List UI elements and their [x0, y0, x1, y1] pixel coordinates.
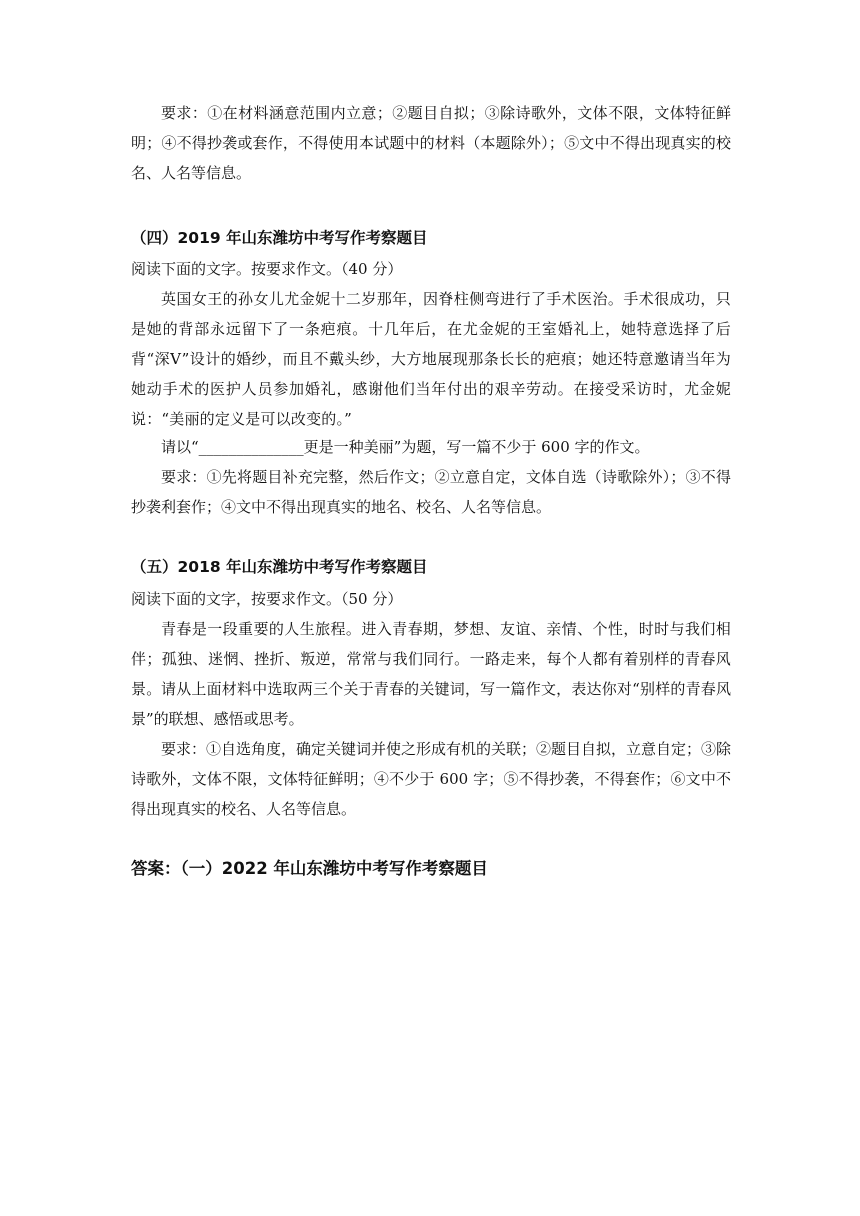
section5-prompt: 请从上面材料中选取两三个关于青春的关键词，写一篇作文，表达你对“别样的青春风景”的联想、感悟或思考。 [131, 680, 731, 728]
section4-heading: （四）2019 年山东潍坊中考写作考察题目 [131, 229, 428, 247]
section3-requirement: 要求：①在材料涵意范围内立意；②题目自拟；③除诗歌外，文体不限，文体特征鲜明；④不得抄袭或套作，不得使用本试题中的材料（本题除外）；⑤文中不得出现真实的校名、人名等信息。 [131, 104, 731, 182]
section4-prompt: 请以“______________更是一种美丽”为题，写一篇不少于 600 字的作文。 [161, 438, 650, 456]
section5-instruction: 阅读下面的文字，按要求作文。（50 分） [131, 590, 403, 608]
section4-requirement: 要求：①先将题目补充完整，然后作文；②立意自定，文体自选（诗歌除外）；③不得抄袭利套作；④文中不得出现真实的地名、校名、人名等信息。 [131, 468, 731, 516]
section5-material: 青春是一段重要的人生旅程。进入青春期，梦想、友谊、亲情、个性，时时与我们相伴；孤独、迷惘、挫折、叛逆，常常与我们同行。一路走来，每个人都有着别样的青春风景。 [131, 620, 731, 698]
section4-material: 英国女王的孙女儿尤金妮十二岁那年，因脊柱侧弯进行了手术医治。手术很成功，只是她的背部永远留下了一条疤痕。十几年后，在尤金妮的王室婚礼上，她特意选择了后背“深V”设计的婚纱，而且不戴头纱，大方地展现那条长长的疤痕；她还特意邀请当年为她动手术的医护人员参加婚礼，感谢他们当年付出的艰辛劳动。在接受采访时，尤金妮说：“美丽的定义是可以改变的。” [131, 290, 731, 428]
section5-heading: （五）2018 年山东潍坊中考写作考察题目 [131, 558, 428, 576]
section5-requirement: 要求：①自选角度，确定关键词并使之形成有机的关联；②题目自拟，立意自定；③除诗歌外，文体不限，文体特征鲜明；④不少于 600 字；⑤不得抄袭，不得套作；⑥文中不得出现真实的校名、人名等信息。 [131, 740, 732, 818]
answer-heading: 答案：（一）2022 年山东潍坊中考写作考察题目 [131, 859, 488, 878]
section4-instruction: 阅读下面的文字。按要求作文。（40 分） [131, 260, 403, 278]
